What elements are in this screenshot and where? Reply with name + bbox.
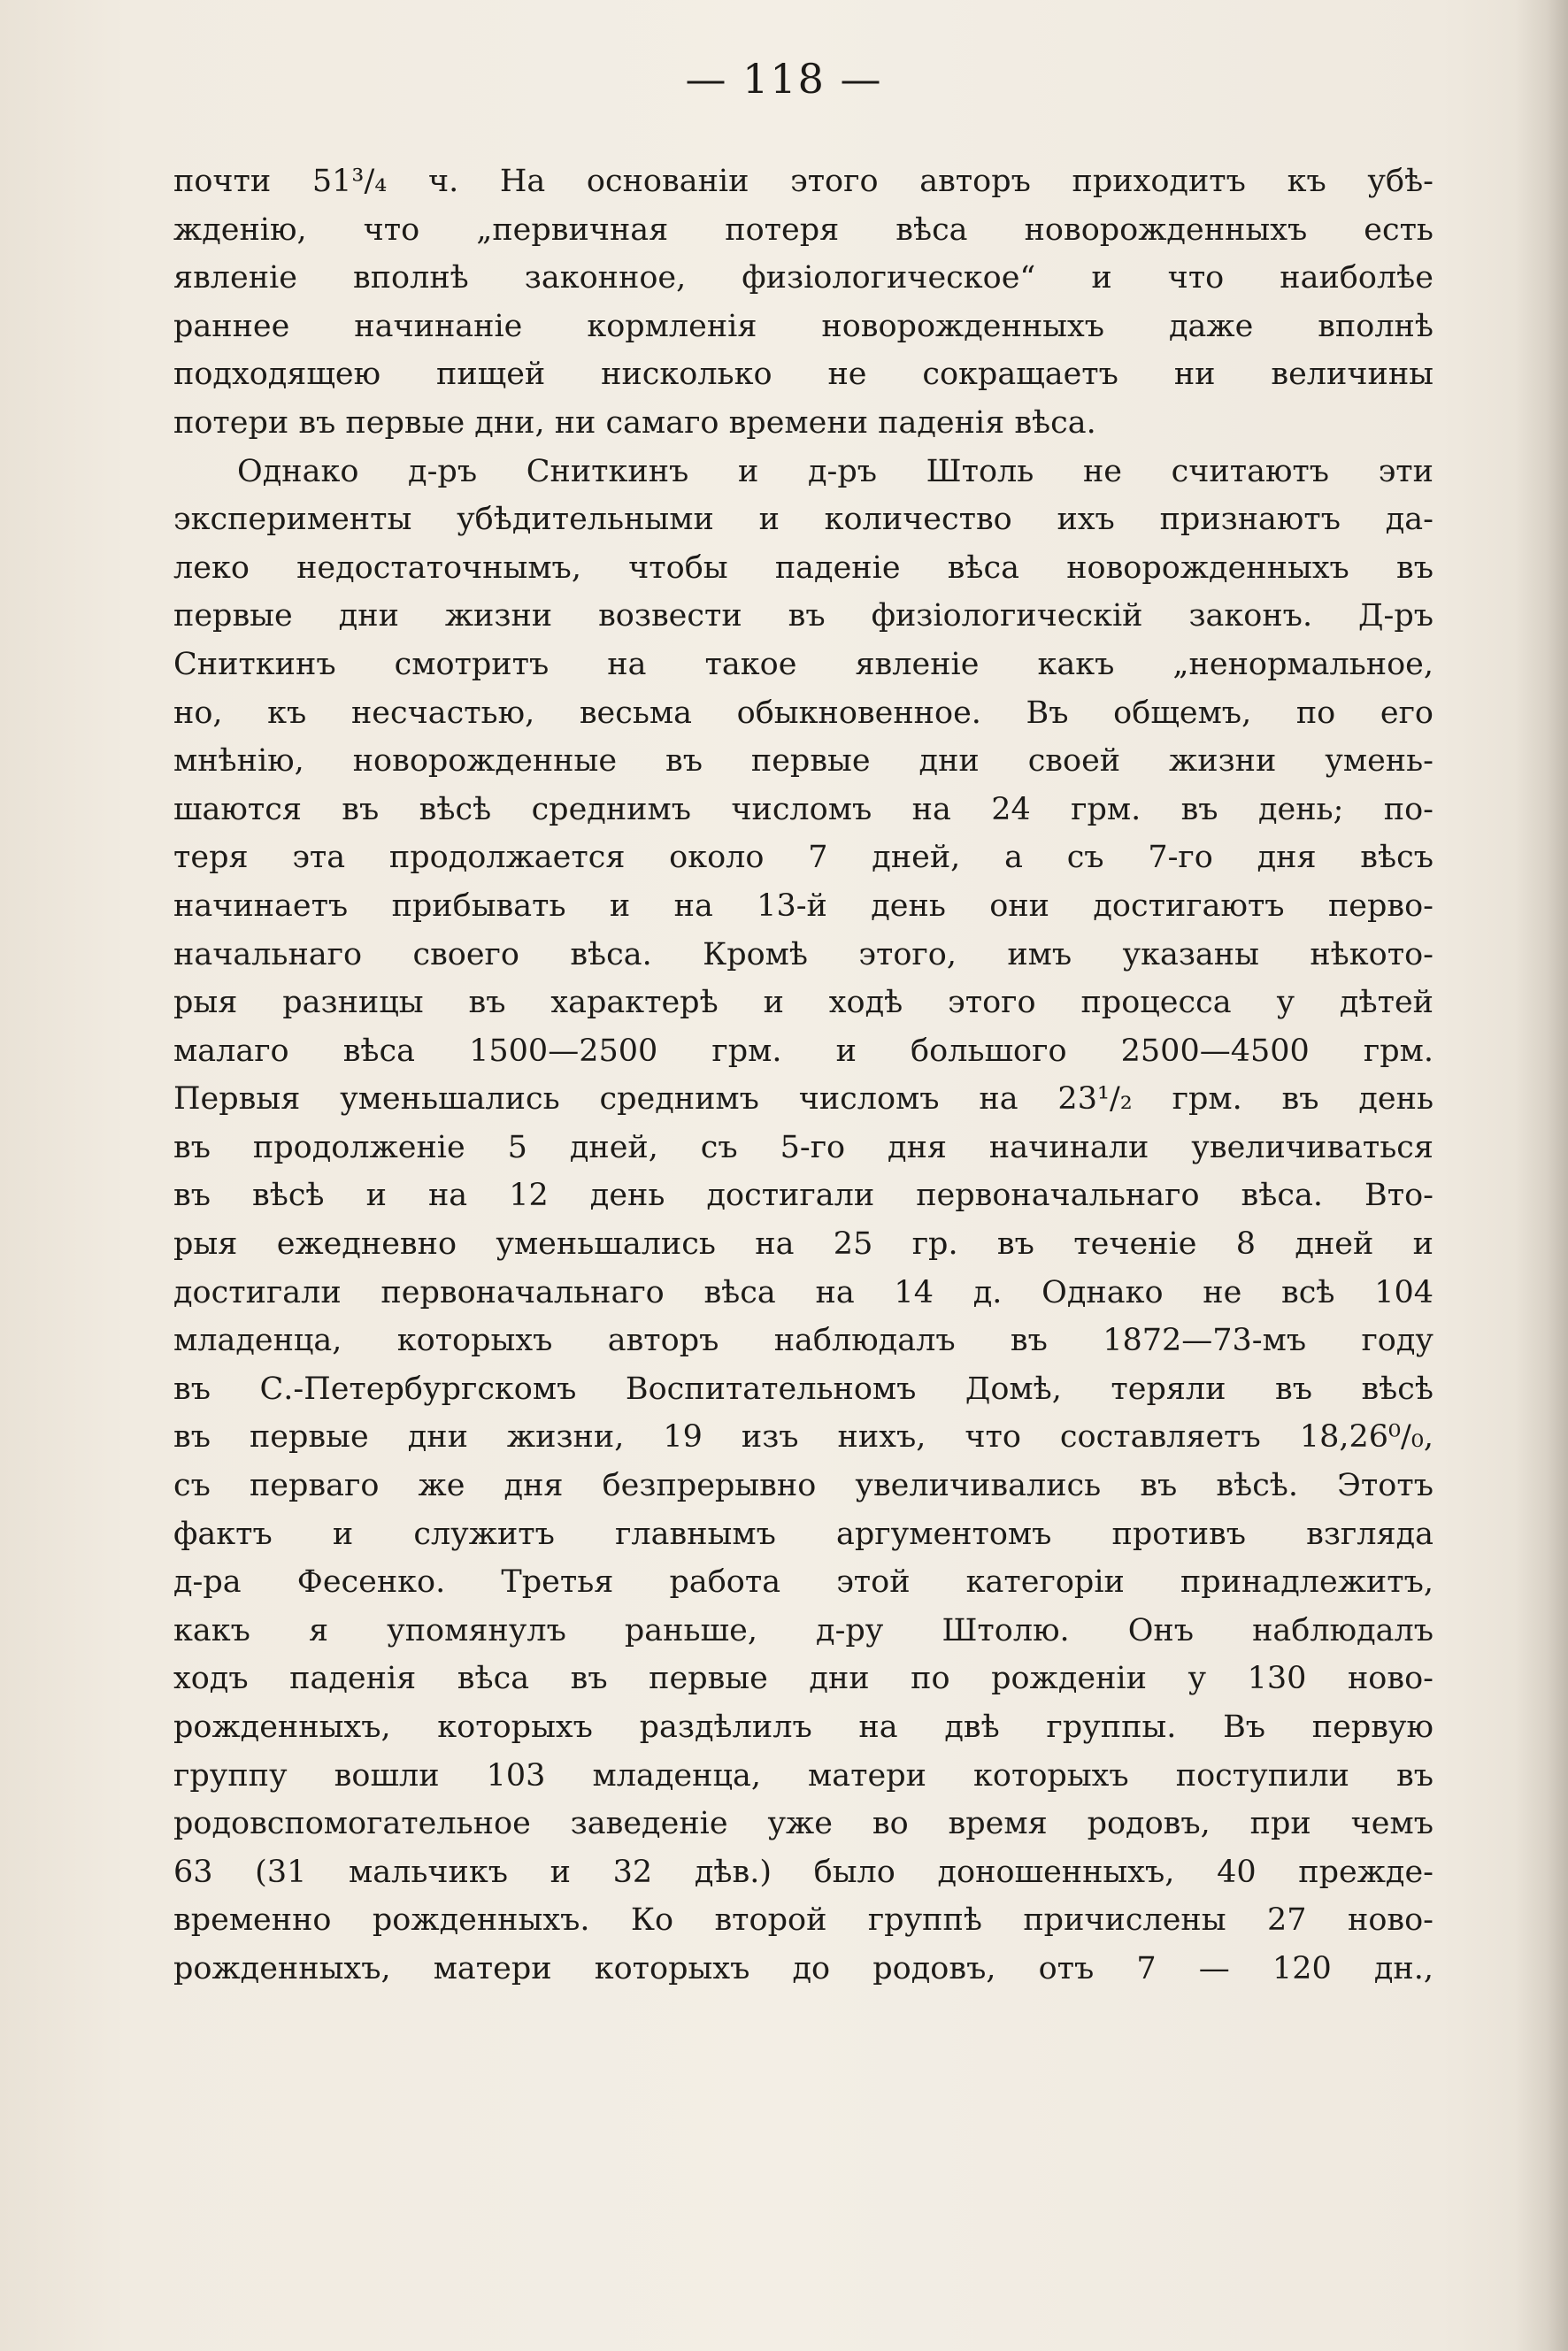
- text-line: рыя ежедневно уменьшались на 25 гр. въ теченіе 8 дней и: [173, 1226, 1433, 1263]
- body-text: [173, 158, 1433, 1994]
- text-line: Первыя уменьшались среднимъ числомъ на 23¹/₂ грм. въ день: [173, 1081, 1433, 1118]
- text-line: раннее начинаніе кормленія новорожденныхъ даже вполнѣ: [173, 308, 1433, 344]
- text-line: временно рожденныхъ. Ко второй группѣ причислены 27 ново-: [173, 1902, 1433, 1939]
- text-line: въ С.-Петербургскомъ Воспитательномъ Домѣ, теряли въ вѣсѣ: [173, 1371, 1433, 1407]
- text-line: рожденныхъ, матери которыхъ до родовъ, отъ 7 — 120 дн.,: [173, 1950, 1433, 1986]
- text-line: но, къ несчастью, весьма обыкновенное. Въ общемъ, по его: [173, 695, 1433, 731]
- page-edge-shadow: [1515, 0, 1568, 2351]
- text-line: жденію, что „первичная потеря вѣса новорожденныхъ есть: [173, 211, 1433, 248]
- text-line: леко недостаточнымъ, чтобы паденіе вѣса новорожденныхъ въ: [173, 549, 1433, 586]
- text-line: потери въ первые дни, ни самаго времени паденія вѣса.: [173, 404, 1096, 441]
- text-line: 63 (31 мальчикъ и 32 дѣв.) было доношенныхъ, 40 прежде-: [173, 1854, 1433, 1890]
- text-line: въ вѣсѣ и на 12 день достигали первоначальнаго вѣса. Вто-: [173, 1178, 1433, 1214]
- text-line: какъ я упомянулъ раньше, д-ру Штолю. Онъ наблюдалъ: [173, 1612, 1433, 1648]
- text-line: младенца, которыхъ авторъ наблюдалъ въ 1872—73-мъ году: [173, 1323, 1433, 1359]
- text-line: группу вошли 103 младенца, матери которыхъ поступили въ: [173, 1757, 1433, 1794]
- text-line: явленіе вполнѣ законное, физіологическое“ и что наиболѣе: [173, 260, 1433, 296]
- text-line: эксперименты убѣдительными и количество ихъ признаютъ да-: [173, 502, 1433, 538]
- text-line: мнѣнію, новорожденные въ первые дни своей жизни умень-: [173, 743, 1433, 780]
- text-line: фактъ и служитъ главнымъ аргументомъ противъ взгляда: [173, 1516, 1433, 1552]
- text-line: въ первые дни жизни, 19 изъ нихъ, что составляетъ 18,26⁰/₀,: [173, 1419, 1433, 1456]
- text-line: достигали первоначальнаго вѣса на 14 д. Однако не всѣ 104: [173, 1274, 1433, 1310]
- paragraph-start-line: Однако д-ръ Сниткинъ и д-ръ Штоль не считаютъ эти: [237, 453, 1433, 489]
- text-line: первые дни жизни возвести въ физіологическій законъ. Д-ръ: [173, 598, 1433, 634]
- text-line: родовспомогательное заведеніе уже во время родовъ, при чемъ: [173, 1806, 1433, 1842]
- text-line: въ продолженіе 5 дней, съ 5-го дня начинали увеличиваться: [173, 1129, 1433, 1165]
- text-line: Сниткинъ смотритъ на такое явленіе какъ „ненормальное,: [173, 646, 1433, 682]
- text-line: шаются въ вѣсѣ среднимъ числомъ на 24 грм. въ день; по-: [173, 791, 1433, 827]
- text-line: начальнаго своего вѣса. Кромѣ этого, имъ указаны нѣкото-: [173, 936, 1433, 972]
- text-line: съ перваго же дня безпрерывно увеличивались въ вѣсѣ. Этотъ: [173, 1468, 1433, 1504]
- text-line: ходъ паденія вѣса въ первые дни по рожденіи у 130 ново-: [173, 1661, 1433, 1697]
- text-line: малаго вѣса 1500—2500 грм. и большого 2500—4500 грм.: [173, 1033, 1433, 1069]
- text-line: начинаетъ прибывать и на 13-й день они достигаютъ перво-: [173, 887, 1433, 924]
- text-line: почти 51³/₄ ч. На основаніи этого авторъ приходитъ къ убѣ-: [173, 164, 1433, 199]
- text-line: д-ра Фесенко. Третья работа этой категоріи принадлежитъ,: [173, 1564, 1433, 1601]
- text-line: подходящею пищей нисколько не сокращаетъ ни величины: [173, 357, 1433, 393]
- page-number: — 118 —: [685, 55, 883, 103]
- text-line: рыя разницы въ характерѣ и ходѣ этого процесса у дѣтей: [173, 985, 1433, 1021]
- text-line: теря эта продолжается около 7 дней, а съ 7-го дня вѣсъ: [173, 840, 1433, 876]
- text-line: рожденныхъ, которыхъ раздѣлилъ на двѣ группы. Въ первую: [173, 1709, 1433, 1745]
